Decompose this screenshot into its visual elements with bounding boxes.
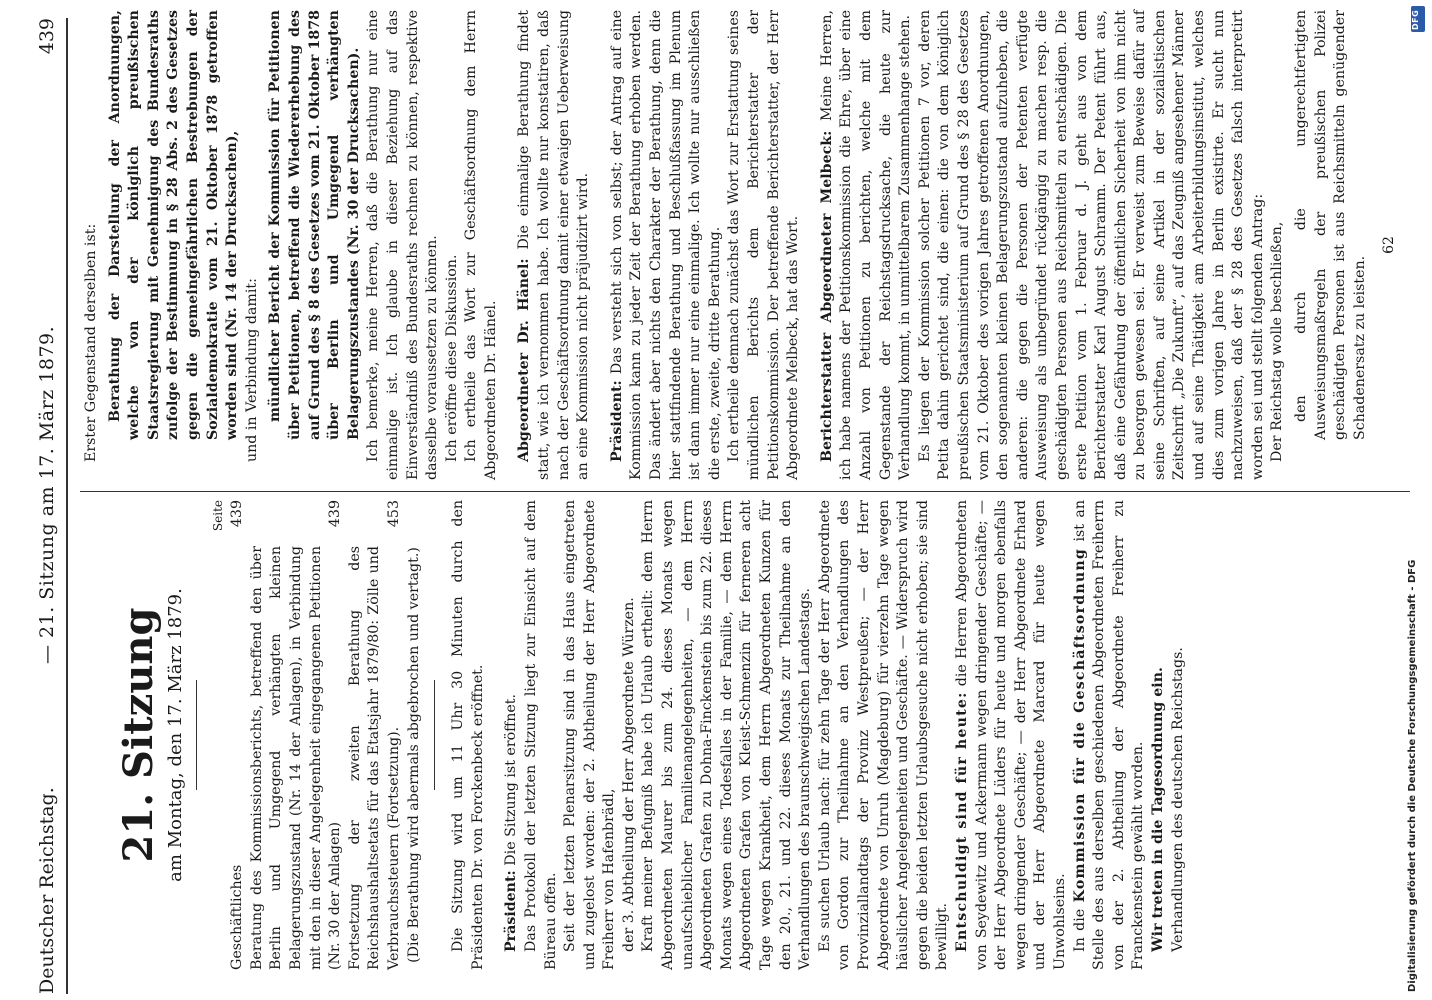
paragraph-text: ist an Stelle des aus derselben geschiedenen Abgeordneten Freiherrn von der 2. Abtheilung der Abgeordnete Freiherr zu Franckenstein gewählt worden. (1071, 500, 1147, 970)
toc-page: 453 (385, 500, 402, 528)
sheet-number: 62 (1381, 236, 1398, 254)
table-of-contents (209, 500, 425, 970)
toc-page: 439 (327, 500, 344, 528)
column-divider (80, 491, 1410, 492)
toc-row (248, 500, 346, 970)
dfg-credit: Digitalisierung gefördert durch die Deutsche Forschungsgemeinschaft - DFG (1407, 559, 1418, 992)
session-title: 21. Sitzung (115, 607, 162, 863)
paragraph (1071, 500, 1149, 970)
paragraph-text: die Herren Abgeordneten von Seydewitz und Ackermann wegen dringender Geschäfte; — der Herr Abgeordnete Lüders für heute und morgen ebenfalls wegen dringender Geschäfte; — der Herr Abgeordnete Erhard und der Herr Abgeordnete Marcard für heute wegen Unwohlseins. (953, 500, 1068, 970)
running-head-center: — 21. Sitzung am 17. März 1879. (36, 325, 58, 664)
paragraph: Ich ertheile das Wort zur Geschäftsordnung dem Herrn Abgeordneten Dr. Hänel. (463, 10, 499, 480)
toc-text: Geschäftliches (229, 864, 246, 970)
paragraph: Ich ertheile demnach zunächst das Wort zur Erstattung seines mündlichen Berichts dem Berichterstatter der Petitionskommission. Der betreffende Berichterstatter, der Herr Abgeordnete Melbeck, hat das Wort. (726, 10, 802, 480)
speaker-label: Präsident: (608, 380, 625, 462)
paragraph: der 3. Abtheilung der Herr Abgeordnete Würzen. (620, 597, 637, 952)
dfg-badge-text: DFG (1411, 9, 1420, 30)
paragraph: Erster Gegenstand derselben ist: (83, 223, 99, 462)
paragraph: Ich bemerke, meine Herren, daß die Berathung nur eine einmalige ist. Ich glaube in dieser Beziehung auf das Einverständniß des Bundesraths rechnen zu können, respektive dasselbe voraussetzen zu können. (365, 10, 441, 480)
contents-rule (434, 680, 435, 790)
toc-note: (Die Berathung wird abermals abgebrochen und vertagt.) (405, 547, 422, 963)
running-head-left: Deutscher Reichstag. (36, 787, 58, 994)
paragraph (818, 10, 916, 480)
toc-text: Fortsetzung der zweiten Berathung des Reichshaushaltsetats für das Etatsjahr 1879/80: Zölle und Verbrauchssteuern (Fortsetzung). (346, 546, 402, 970)
paragraph: Es suchen Urlaub nach: für zehn Tage der Herr Abgeordnete von Gordon zur Theilnahme an den Verhandlungen des Provinziallandtags der Provinz Westpreußen; — der Herr Abgeordnete von Unruh (Magdeburg) für vierzehn Tage wegen häuslicher Angelegenheiten und Geschäfte. — Widerspruch wird gegen die beiden letzten Urlaubsgesuche nicht erhoben; sie sind bewilligt. (816, 500, 951, 970)
paragraph-text: Die einmalige Berathung findet statt, wie ich vernommen habe. Ich wollte nur konstatiren, daß nach der Geschäftsordnung damit einer etwaigen Ueberweisung an eine Kommission nicht präjudizirt wird. (516, 10, 592, 480)
paragraph-text: Das versteht sich von selbst; der Antrag auf eine Kommission kann zu jeder Zeit der Berathung erhoben werden. Das ändert aber nichts den Charakter der Berathung, denn die hier stattfindende Berathung und Beschlußfassung im Plenum ist dann immer nur eine einmalige. Ich wollte nur ausschließen die erste, zweite, dritte Berathung. (608, 10, 723, 480)
bold-phrase: Entschuldigt sind für heute: (953, 691, 970, 952)
paragraph (953, 500, 1071, 970)
toc-row (228, 500, 248, 970)
speaker-label: Berichterstatter Abgeordneter Melbeck: (818, 130, 835, 462)
seite-label: Seite (210, 500, 225, 532)
paragraph: und in Verbindung damit: (243, 278, 260, 462)
paragraph: Seit der letzten Plenarsitzung sind in das Haus eingetreten und zugelost worden: der 2. Abtheilung der Herr Abgeordnete Freiherr von Hafenbrädl, (562, 500, 618, 970)
paragraph: Wir treten in die Tagesordnung ein. (1149, 667, 1166, 952)
right-column (82, 10, 1400, 480)
paragraph: Der Reichstag wolle beschließen, (1269, 221, 1286, 462)
left-column (82, 500, 1188, 970)
toc-row (346, 500, 405, 970)
running-head (36, 18, 66, 994)
dfg-logo-icon (1411, 6, 1425, 32)
paragraph: Kraft meiner Befugniß habe ich Urlaub ertheilt: dem Herrn Abgeordneten Maurer bis zum 24. dieses Monats wegen unaufschieblicher Familienangelegenheiten, — dem Herrn Abgeordneten Grafen zu Dohna-Finckenstein bis zum 22. dieses Monats wegen eines Todesfalles in der Familie, — dem Herrn Abgeordneten Grafen von Kleist-Schmenzin für ferneren acht Tage wegen Krankheit, dem Herrn Abgeordneten Kunzen für den 20., 21. und 22. dieses Monats zur Theilnahme an den Verhandlungen des braunschweigischen Landestags. (640, 500, 814, 970)
agenda-item: mündlicher Bericht der Kommission für Petitionen über Petitionen, betreffend die Wiedererhebung des auf Grund des § 8 des Gesetzes vom 21. Oktober 1878 über Berlin und Umgegend verhängten Belagerungszustandes (Nr. 30 der Drucksachen). (267, 10, 362, 440)
paragraph (502, 500, 522, 970)
session-date: am Montag, den 17. März 1879. (165, 588, 186, 882)
header-rule (66, 18, 68, 994)
agenda-item: Berathung der Darstellung der Anordnungen, welche von der königlich preußischen Staatsregierung mit Genehmigung des Bundesraths zufolge der Bestimmung in § 28 Abs. 2 des Gesetzes gegen die gemeingefährlichen Bestrebungen der Sozialdemokratie vom 21. Oktober 1878 getroffen worden sind (Nr. 14 der Drucksachen), (106, 10, 241, 440)
paragraph-text: Meine Herren, ich habe namens der Petitionskommission die Ehre, über eine Anzahl von Petitionen zu berichten, welche mit dem Gegenstande der Reichstagsdrucksache, die heute zur Verhandlung kommt, in unmittelbarem Zusammenhange stehen. (818, 10, 914, 480)
toc-text: Beratung des Kommissionsberichts, betreffend den über Berlin und Umgegend verhängten kleinen Belagerungszustand (Nr. 14 der Anlagen), in Verbindung mit den in dieser Angelegenheit eingegangenen Petitionen (Nr. 30 der Anlagen) (248, 546, 344, 970)
speaker-label: Präsident: (503, 870, 520, 952)
bold-phrase: Kommission für die Geschäftsordnung (1071, 547, 1088, 903)
footer-note: Verhandlungen des deutschen Reichstags. (1169, 647, 1186, 952)
speaker-label: Abgeordneter Dr. Hänel: (516, 258, 533, 462)
paragraph: Die Sitzung wird um 11 Uhr 30 Minuten durch den Präsidenten Dr. von Forckenbeck eröffnet. (450, 500, 486, 970)
paragraph-text: Die Sitzung ist eröffnet. (503, 694, 520, 866)
paragraph (515, 10, 593, 480)
paragraph (608, 10, 726, 480)
paragraph: Ich eröffne diese Diskussion. (443, 254, 460, 462)
paragraph: den durch die ungerechtfertigten Ausweisungsmaßregeln der preußischen Polizei geschädigten Personen ist aus Reichsmitteln genügender Schadenersatz zu leisten. (1293, 10, 1368, 440)
paragraph: Es liegen der Kommission solcher Petitionen 7 vor, deren Petita dahin gerichtet sind, die einen: die von dem königlich preußischen Staatsministerium auf Grund des § 28 des Gesetzes vom 21. Oktober des vorigen Jahres getroffenen Anordnungen, den sogenannten kleinen Belagerungszustand aufzuheben, die anderen: die gegen die Personen der Petenten verfügte Ausweisung als unbegründet rückgängig zu machen resp. die geschädigten Personen aus Reichsmitteln zu entschädigen. Die erste Petition vom 1. Februar d. J. geht aus von dem Berichterstatter Karl August Schramm. Der Petent führt aus, daß eine Gefährdung der öffentlichen Sicherheit von ihm nicht zu besorgen gewesen sei. Er verweist zum Beweise dafür auf seine Schriften, auf seine Artikel in der sozialistischen Zeitschrift „Die Zukunft“, auf das Zeugniß angesehener Männer und auf seine Thätigkeit am Arbeiterbildungsinstitut, welches dies zum vorigen Jahre in Berlin existirte. Er sucht nun nachzuweisen, daß der § 28 des Gesetzes falsch interpretirt worden sei und stellt folgenden Antrag: (916, 10, 1266, 480)
paragraph: Das Protokoll der letzten Sitzung liegt zur Einsicht auf dem Büreau offen. (522, 500, 559, 970)
running-head-page-number: 439 (36, 18, 58, 55)
paragraph-text: In die (1071, 908, 1088, 952)
title-rule (196, 680, 197, 790)
toc-page: 439 (229, 500, 246, 528)
